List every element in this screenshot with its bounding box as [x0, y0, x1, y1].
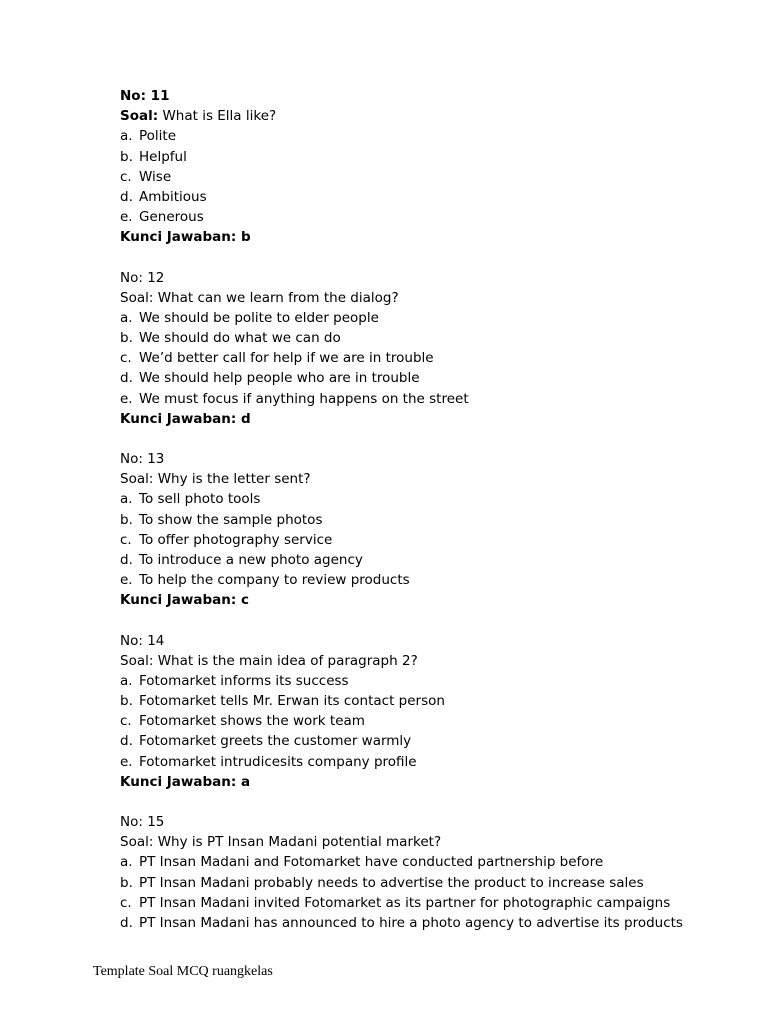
answer-option: [120, 893, 720, 913]
option-text: Polite: [139, 128, 177, 145]
answer-option: [120, 550, 720, 570]
question-text: Why is PT Insan Madani potential market?: [157, 834, 442, 851]
soal-label: Soal:: [120, 471, 154, 488]
question-text: What is Ella like?: [162, 108, 277, 125]
option-letter: e.: [120, 753, 133, 770]
soal-label: Soal:: [120, 834, 154, 851]
answer-key: Kunci Jawaban: b: [120, 229, 251, 246]
answer-option: [120, 671, 720, 691]
option-text: Helpful: [139, 148, 187, 165]
option-letter: e.: [120, 572, 133, 589]
option-text: To introduce a new photo agency: [139, 551, 363, 568]
option-letter: c.: [120, 894, 132, 911]
answer-option: [120, 187, 720, 207]
option-letter: c.: [120, 713, 132, 730]
question-number: No: 15: [120, 814, 165, 830]
option-letter: a.: [120, 854, 133, 871]
question-text-line: [120, 651, 720, 671]
option-letter: b.: [120, 693, 133, 710]
option-text: PT Insan Madani has announced to hire a photo agency to advertise its products: [139, 914, 683, 931]
page-footer: Template Soal MCQ ruangkelas: [93, 964, 273, 979]
question-text: Why is the letter sent?: [157, 471, 311, 488]
question-text-line: [120, 288, 720, 308]
answer-option: [120, 570, 720, 590]
option-letter: d.: [120, 914, 133, 931]
answer-option: [120, 207, 720, 227]
option-text: PT Insan Madani and Fotomarket have conducted partnership before: [139, 854, 604, 871]
option-text: Ambitious: [139, 188, 207, 205]
option-text: Generous: [139, 209, 204, 226]
question-block: [120, 86, 720, 248]
question-text: What is the main idea of paragraph 2?: [157, 652, 418, 669]
answer-key: Kunci Jawaban: c: [120, 592, 249, 609]
answer-option: [120, 489, 720, 509]
option-letter: b.: [120, 330, 133, 347]
option-text: Fotomarket greets the customer warmly: [139, 733, 412, 750]
option-text: PT Insan Madani invited Fotomarket as its partner for photographic campaigns: [139, 894, 671, 911]
option-text: We’d better call for help if we are in trouble: [139, 350, 434, 367]
question-number: No: 14: [120, 632, 165, 649]
option-letter: d.: [120, 733, 133, 750]
option-letter: b.: [120, 874, 133, 891]
option-letter: d.: [120, 551, 133, 568]
question-block: [120, 631, 720, 793]
question-text-line: [120, 832, 720, 852]
option-text: Wise: [139, 168, 172, 185]
option-letter: d.: [120, 370, 133, 387]
question-text-line: [120, 106, 720, 126]
option-text: Fotomarket intrudicesits company profile: [139, 753, 417, 770]
soal-label: Soal:: [120, 108, 159, 125]
option-letter: c.: [120, 531, 132, 548]
question-number: No: 12: [120, 269, 165, 286]
option-text: We must focus if anything happens on the street: [139, 390, 469, 407]
option-text: To sell photo tools: [139, 491, 261, 508]
question-text: What can we learn from the dialog?: [157, 289, 399, 306]
option-letter: a.: [120, 672, 133, 689]
option-letter: c.: [120, 350, 132, 367]
option-text: Fotomarket informs its success: [139, 672, 349, 689]
question-list: [120, 86, 720, 953]
option-letter: c.: [120, 168, 132, 185]
option-text: We should do what we can do: [139, 330, 341, 347]
answer-option: [120, 873, 720, 893]
soal-label: Soal:: [120, 652, 154, 669]
option-letter: b.: [120, 148, 133, 165]
option-text: PT Insan Madani probably needs to advertise the product to increase sales: [139, 874, 644, 891]
answer-option: [120, 510, 720, 530]
answer-option: [120, 691, 720, 711]
soal-label: Soal:: [120, 289, 154, 306]
answer-key: Kunci Jawaban: d: [120, 410, 251, 427]
answer-option: [120, 147, 720, 167]
answer-option: [120, 852, 720, 872]
answer-option: [120, 126, 720, 146]
question-block: [120, 812, 720, 933]
answer-option: [120, 752, 720, 772]
question-number: No: 13: [120, 451, 165, 467]
answer-option: [120, 389, 720, 409]
question-number: No: 11: [120, 88, 170, 104]
option-text: Fotomarket shows the work team: [139, 713, 365, 730]
option-letter: e.: [120, 390, 133, 407]
option-letter: a.: [120, 309, 133, 326]
option-letter: d.: [120, 188, 133, 205]
answer-option: [120, 167, 720, 187]
option-text: To help the company to review products: [139, 572, 410, 589]
answer-option: [120, 530, 720, 550]
option-letter: b.: [120, 511, 133, 528]
option-text: Fotomarket tells Mr. Erwan its contact person: [139, 693, 445, 710]
option-letter: a.: [120, 491, 133, 508]
answer-option: [120, 348, 720, 368]
option-text: To offer photography service: [139, 531, 333, 548]
answer-option: [120, 913, 720, 933]
answer-option: [120, 308, 720, 328]
answer-option: [120, 731, 720, 751]
question-text-line: [120, 469, 720, 489]
option-text: We should help people who are in trouble: [139, 370, 420, 387]
option-letter: e.: [120, 209, 133, 226]
answer-option: [120, 328, 720, 348]
answer-option: [120, 368, 720, 388]
option-letter: a.: [120, 128, 133, 145]
answer-key: Kunci Jawaban: a: [120, 773, 251, 790]
question-block: [120, 268, 720, 430]
answer-option: [120, 711, 720, 731]
option-text: To show the sample photos: [139, 511, 323, 528]
option-text: We should be polite to elder people: [139, 309, 379, 326]
question-block: [120, 449, 720, 611]
